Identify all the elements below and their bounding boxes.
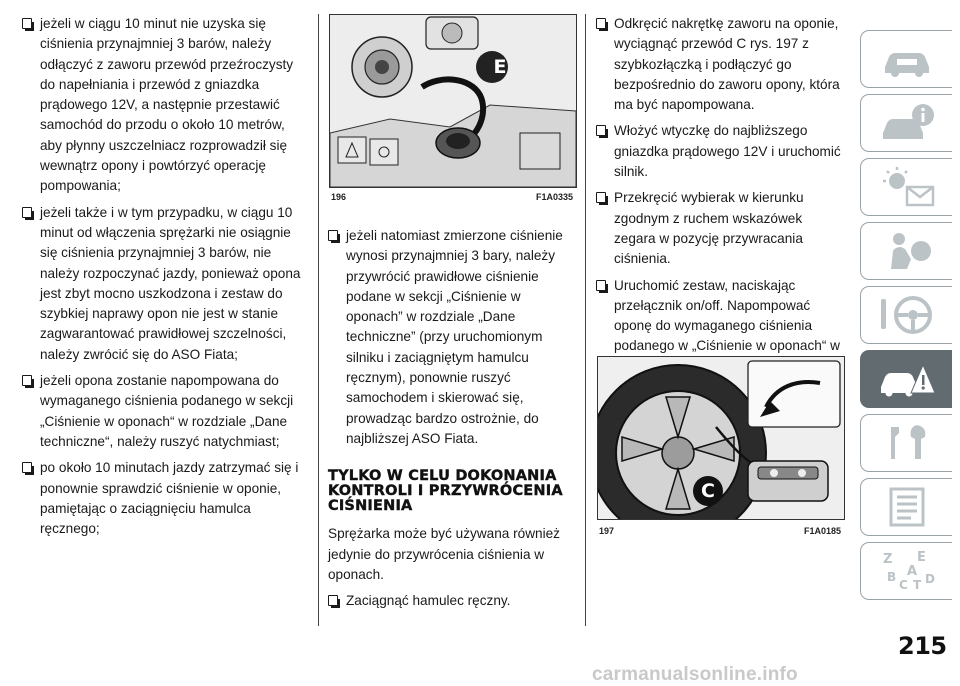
callout-c: C [701,480,715,502]
alphabetical-index-icon [877,549,937,593]
figure-196-caption [331,192,573,204]
checkbox-bullet-icon [22,207,32,218]
list-item-text: Przekręcić wybierak w kierunku zgodnym z ruchem wskazówek zegara w pozycję przywracania ciśnienia. [614,190,804,267]
tab-lights-message[interactable] [860,158,952,216]
compressor-socket-illustration [330,15,576,187]
breakdown-warning-icon [877,357,937,401]
index-letter: E [916,550,926,565]
checkbox-bullet-icon [328,230,338,241]
list-item-text: Odkręcić nakrętkę zaworu na oponie, wyciągnąć przewód C rys. 197 z szybkozłączką i podłączyć go bezpośrednio do zaworu opony, która ma być napompowana. [614,16,840,113]
list-item [328,226,576,449]
checkbox-bullet-icon [596,280,606,291]
maintenance-tools-icon [877,421,937,465]
tab-steering-wheel[interactable] [860,286,952,344]
list-item [22,203,308,365]
callout-e: E [493,56,507,78]
index-letter: Z [882,552,892,567]
tab-car-dashboard[interactable] [860,30,952,88]
index-letter: D [924,572,935,586]
list-item-text: po około 10 minutach jazdy zatrzymać się i ponownie sprawdzić ciśnienie w oponie, pamiętając o zaciągnięciu hamulca ręcznego; [40,460,299,537]
checkbox-bullet-icon [22,462,32,473]
paragraph: Sprężarka może być używana również jedynie do przywrócenia ciśnienia w oponach. [328,526,560,582]
figure-number: 196 [331,192,347,202]
tab-car-info[interactable] [860,94,952,152]
list-item [328,591,576,611]
lights-message-icon [877,165,937,209]
column-divider-2 [585,14,586,626]
index-letter: C [898,578,908,592]
column-1 [22,14,308,545]
list-item-text: jeżeli natomiast zmierzone ciśnienie wynosi przynajmniej 3 bary, należy przywrócić prawidłowe ciśnienie podane w sekcji „Ciśnienie w oponach” w rozdziale „Dane techniczne” (przy uruchomionym silniku i zaciągniętym hamulcu ręcznym), ponownie ruszyć samochodem i skierować się, prowadząc bardzo ostrożnie, do najbliższej ASO Fiata. [346,228,563,446]
watermark: carmanualsonline.info [592,664,798,685]
index-letter: T [912,578,921,592]
car-dashboard-icon [877,37,937,81]
technical-data-icon [877,485,937,529]
column-divider-1 [318,14,319,626]
tab-alphabetical-index[interactable] [860,542,952,600]
list-item [22,458,308,539]
checkbox-bullet-icon [596,192,606,203]
figure-code: F1A0335 [535,192,573,202]
tab-airbag-passenger[interactable] [860,222,952,280]
section-heading: TYLKO W CELU DOKONANIA KONTROLI I PRZYWRÓCENIA CIŚNIENIA [328,468,563,515]
tab-breakdown-warning[interactable] [860,350,952,408]
figure-196-compressor-socket [329,14,577,188]
list-item-text: jeżeli w ciągu 10 minut nie uzyska się ciśnienia przynajmniej 3 barów, należy odłączyć z zaworu przewód przeźroczysty do napełniania i przewód z gniazdka prądowego 12V, a następnie przestawić samochód do przodu o około 10 metrów, aby płynny uszczelniacz rozprowadził się wewnątrz opony i powtórzyć operację pompowania; [40,16,294,194]
figure-197-compressor-tyre [597,356,845,520]
list-item [22,371,308,452]
column-2 [328,226,576,617]
list-item [596,121,846,182]
tab-maintenance-tools[interactable] [860,414,952,472]
figure-197-caption [599,526,841,538]
list-item-text: Uruchomić zestaw, naciskając przełącznik on/off. Napompować oponę do wymaganego ciśnienia podanego w „Ciśnienie w oponach“ w [614,277,840,354]
steering-wheel-icon [877,293,937,337]
list-item [596,188,846,269]
car-info-icon [877,101,937,145]
index-letter: B [886,570,896,584]
column-3 [596,14,846,383]
checkbox-bullet-icon [328,595,338,606]
list-item-text: Zaciągnąć hamulec ręczny. [346,593,511,609]
list-item-text: jeżeli także i w tym przypadku, w ciągu 10 minut od włączenia sprężarki nie osiągnie się ciśnienia przynajmniej 3 barów, nie należy rozpoczynać jazdy, ponieważ opona jest zbyt mocno uszkodzona i zestaw do szybkiej naprawy opon nie jest w stanie zagwarantować prawidłowej szczelności, należy zwrócić się do ASO Fiata; [40,204,301,362]
figure-code: F1A0185 [803,526,841,536]
checkbox-bullet-icon [596,125,606,136]
checkbox-bullet-icon [22,375,32,386]
list-item-text: jeżeli opona zostanie napompowana do wymaganego ciśnienia podanego w sekcji „Ciśnienie w oponach“ w rozdziale „Dane techniczne“, należy ruszyć natychmiast; [40,373,294,449]
airbag-passenger-icon [877,229,937,273]
checkbox-bullet-icon [596,18,606,29]
list-item [596,14,846,115]
index-letter: A [906,564,917,579]
page-number: 215 [898,632,947,660]
list-item [22,14,308,197]
checkbox-bullet-icon [22,18,32,29]
figure-number: 197 [599,526,615,536]
list-item-text: Włożyć wtyczkę do najbliższego gniazdka prądowego 12V i uruchomić silnik. [614,123,841,180]
tab-technical-data[interactable] [860,478,952,536]
